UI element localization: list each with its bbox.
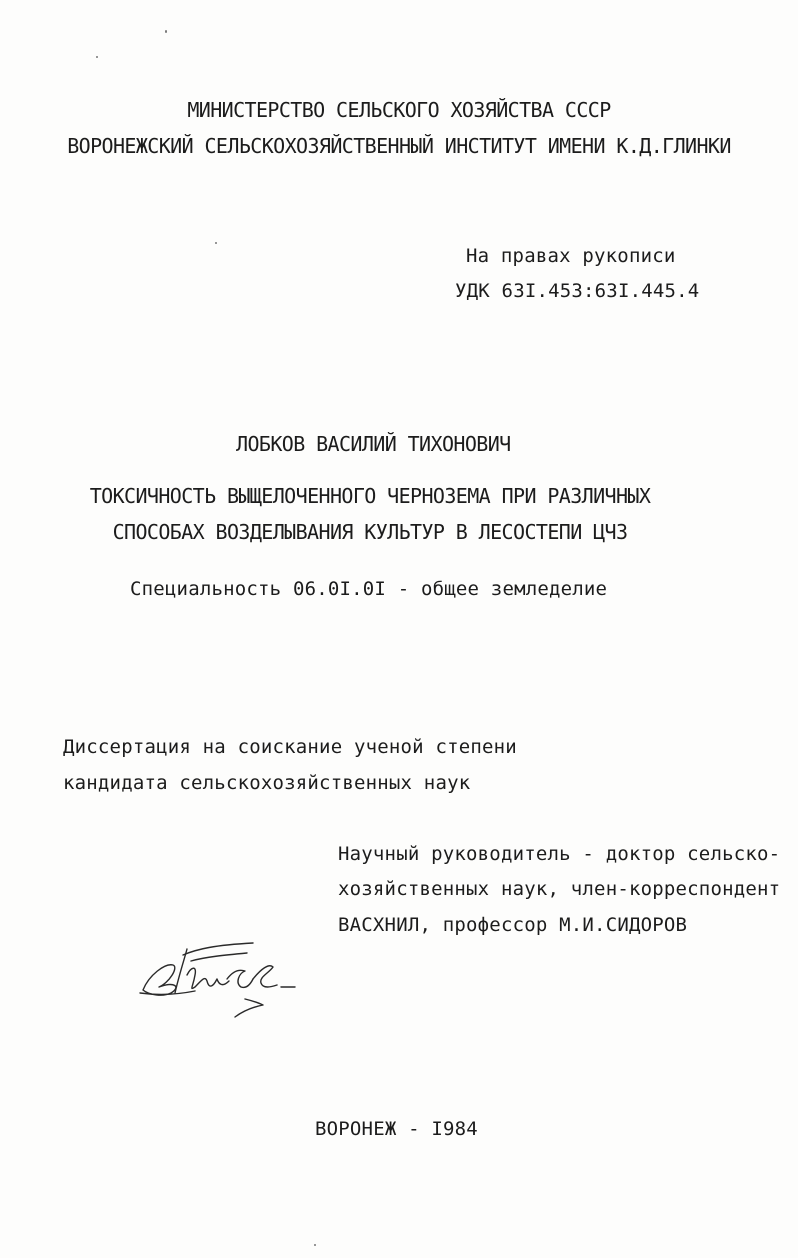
thesis-title-line-1: ТОКСИЧНОСТЬ ВЫЩЕЛОЧЕННОГО ЧЕРНОЗЕМА ПРИ РАЗЛИЧНЫХ xyxy=(89,484,651,508)
paper-speck xyxy=(314,1244,316,1246)
paper-speck xyxy=(215,242,217,244)
dissertation-degree-line-1: Диссертация на соискание ученой степени xyxy=(63,736,517,758)
ministry-heading: МИНИСТЕРСТВО СЕЛЬСКОГО ХОЗЯЙСТВА СССР xyxy=(187,98,611,122)
paper-speck xyxy=(165,30,167,33)
institute-heading: ВОРОНЕЖСКИЙ СЕЛЬСКОХОЗЯЙСТВЕННЫЙ ИНСТИТУТ ИМЕНИ К.Д.ГЛИНКИ xyxy=(67,134,731,158)
thesis-title-line-2: СПОСОБАХ ВОЗДЕЛЫВАНИЯ КУЛЬТУР В ЛЕСОСТЕПИ ЦЧЗ xyxy=(112,520,628,544)
supervisor-line-1: Научный руководитель - доктор сельско- xyxy=(338,843,781,865)
paper-speck xyxy=(96,56,98,58)
udk-code: УДК 63I.453:63I.445.4 xyxy=(455,280,700,302)
supervisor-line-3: ВАСХНИЛ, профессор М.И.СИДОРОВ xyxy=(338,914,688,936)
specialty-line: Специальность 06.0I.0I - общее земледелие xyxy=(130,578,608,600)
author-name: ЛОБКОВ ВАСИЛИЙ ТИХОНОВИЧ xyxy=(236,432,511,456)
handwritten-signature-icon xyxy=(135,935,305,1025)
city-year: ВОРОНЕЖ - I984 xyxy=(315,1118,478,1140)
supervisor-line-2: хозяйственных наук, член-корреспондент xyxy=(338,878,781,900)
manuscript-rights-note: На правах рукописи xyxy=(466,245,676,267)
dissertation-degree-line-2: кандидата сельскохозяйственных наук xyxy=(63,772,471,794)
